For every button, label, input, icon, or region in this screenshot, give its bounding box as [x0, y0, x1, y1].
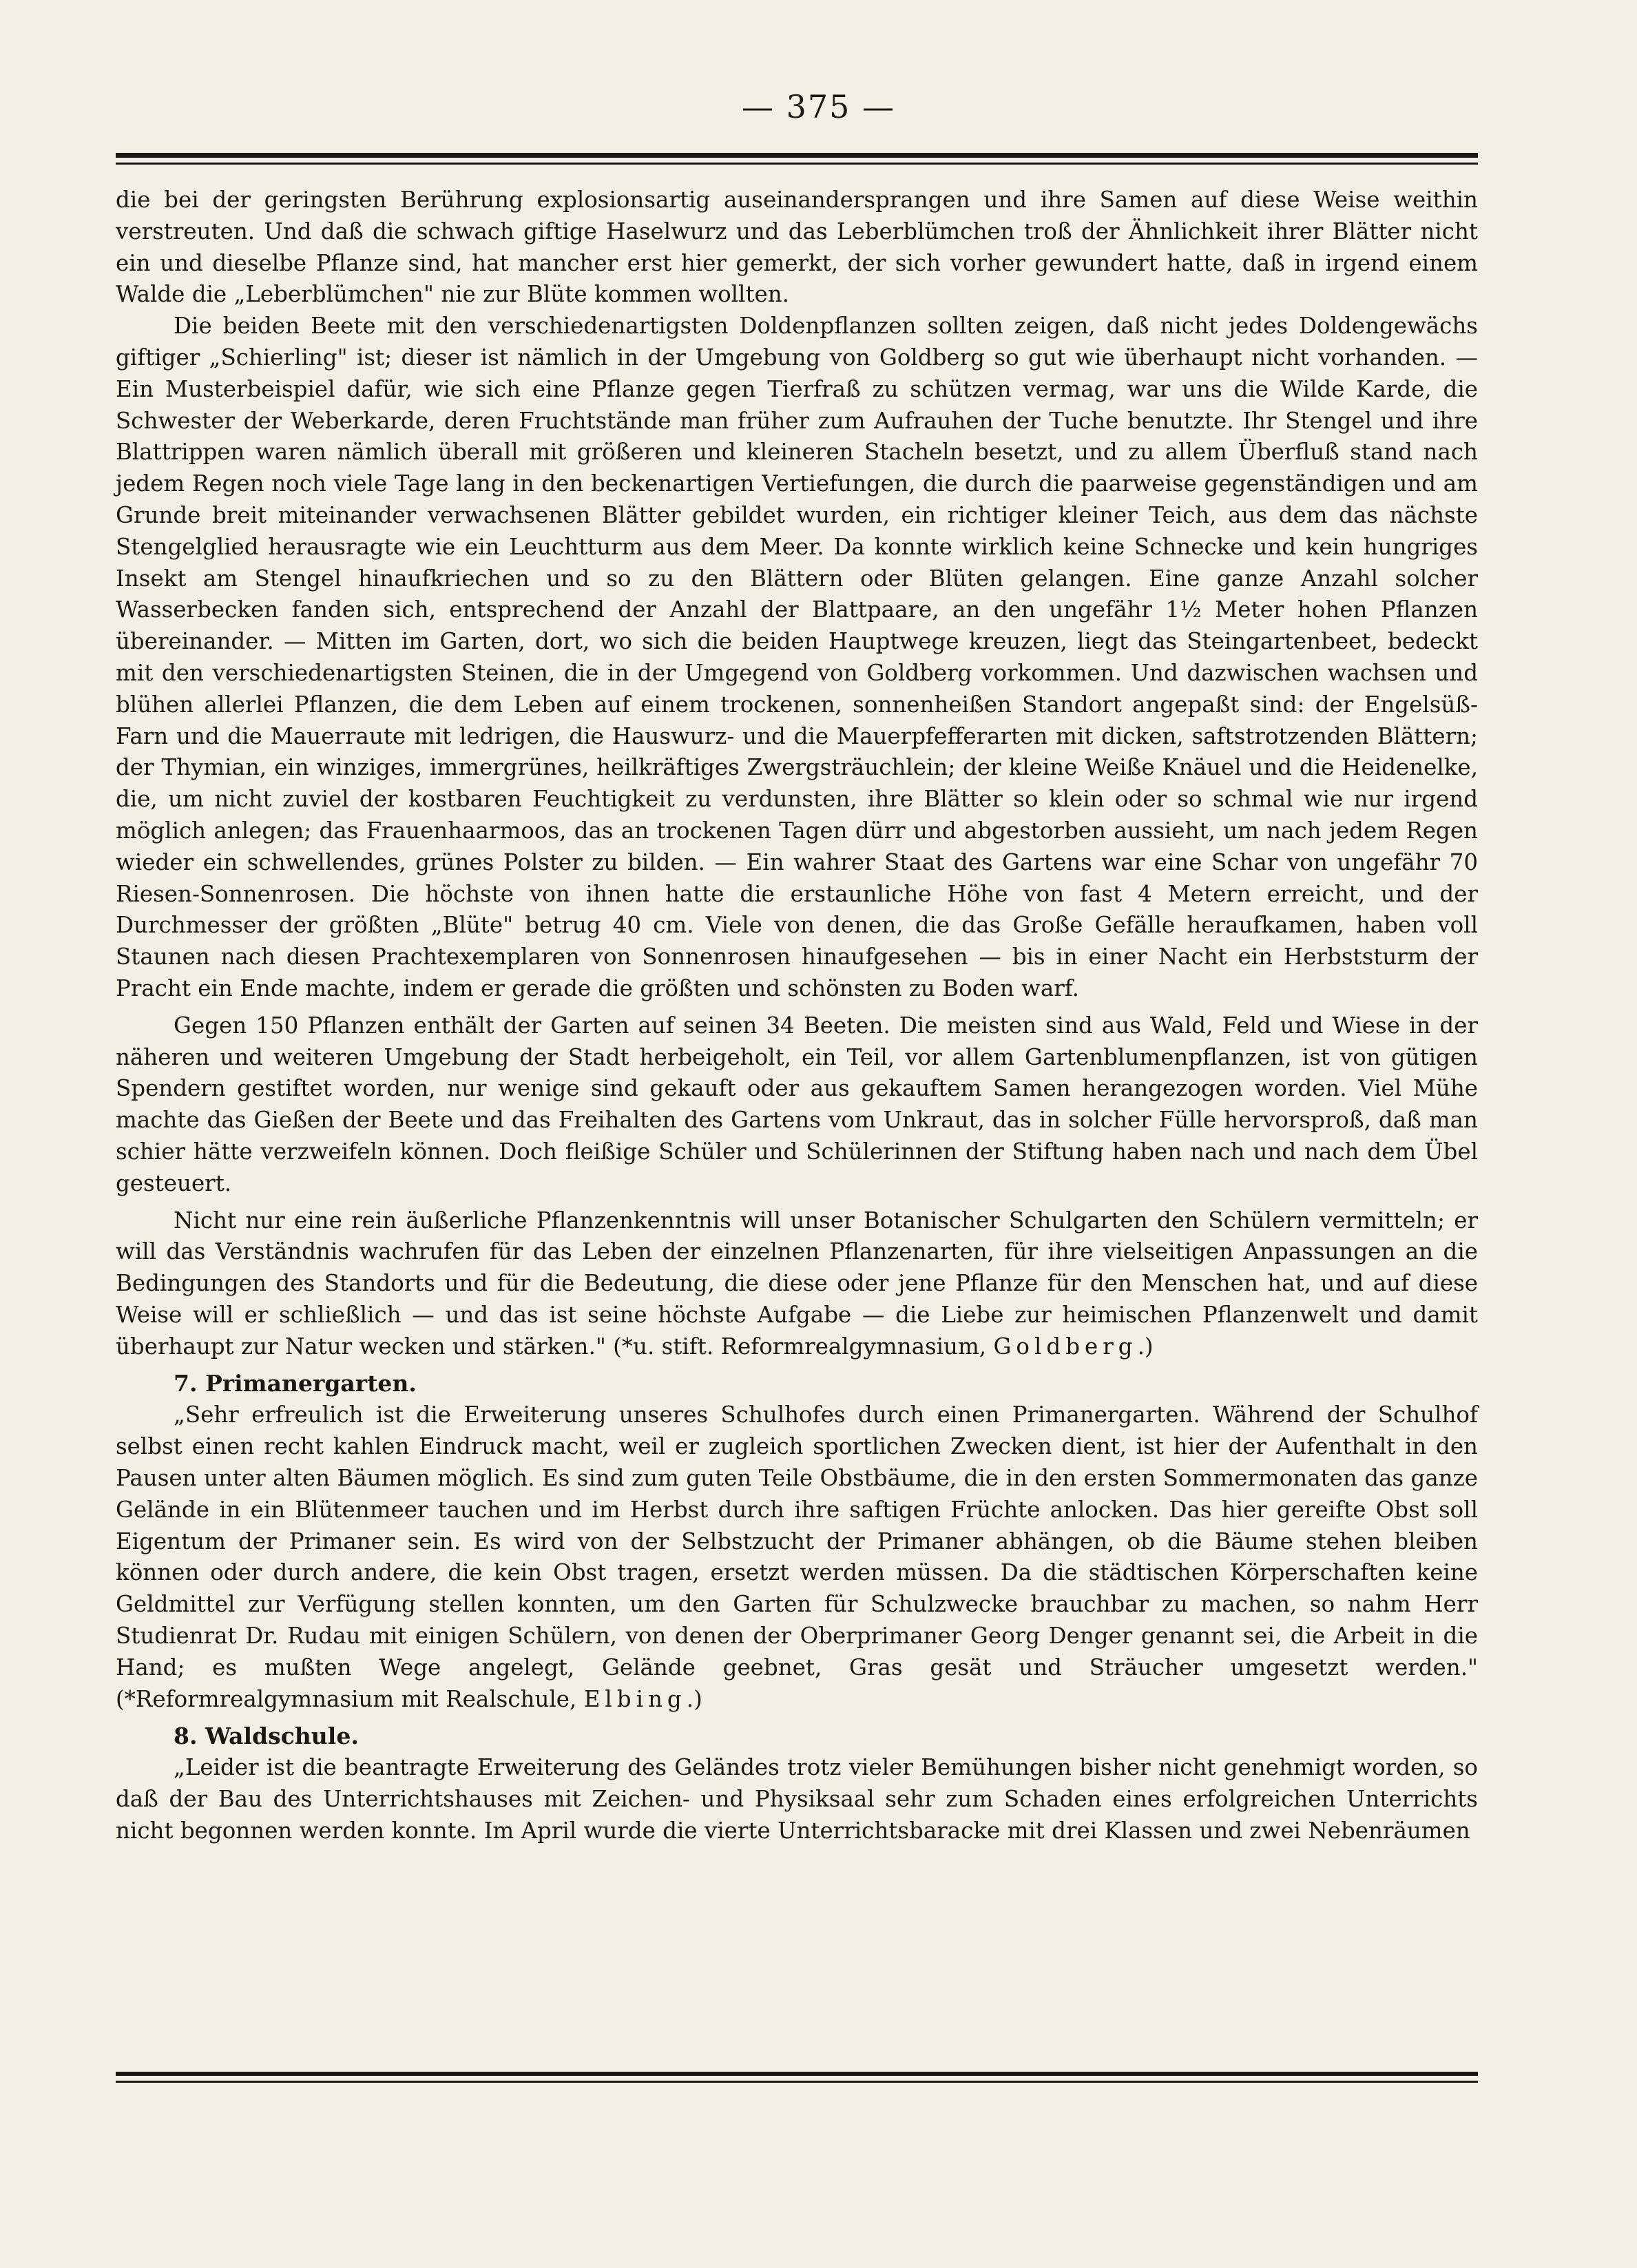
bottom-rule-thin	[116, 2081, 1478, 2083]
paragraph-primaner-text: „Sehr erfreulich ist die Erweiterung unseres Schulhofes durch einen Primanergarten. Während der Schulhof selbst einen recht kahlen Eindruck macht, weil er zugleich sportlichen Zwecken dient, ist hier der Aufenthalt in den Pausen unter alten Bäumen möglich. Es sind zum guten Teile Obstbäume, die in den ersten Sommermonaten das ganze Gelände in ein Blütenmeer tauchen und im Herbst durch ihre saftigen Früchte anlocken. Das hier gereifte Obst soll Eigentum der Primaner sein. Es wird von der Selbstzucht der Primaner abhängen, ob die Bäume stehen bleiben können oder durch andere, die kein Obst tragen, ersetzt werden müssen. Da die städtischen Körperschaften keine Geldmittel zur Verfügung stellen konnten, um den Garten für Schulzwecke brauchbar zu machen, so nahm Herr Studienrat Dr. Rudau mit einigen Schülern, von denen der Oberprimaner Georg Denger genannt sei, die Arbeit in die Hand; es mußten Wege angelegt, Gelände geebnet, Gras gesät und Sträucher umgesetzt werden." (*Reformrealgymnasium mit Realschule,	[116, 1402, 1478, 1712]
section-8-heading: 8. Waldschule.	[174, 1723, 359, 1750]
body-text	[116, 185, 1478, 1847]
paragraph-primanergarten	[116, 1400, 1478, 1715]
paragraph-waldschule: „Leider ist die beantragte Erweiterung des Geländes trotz vieler Bemühungen bisher nicht genehmigt worden, so daß der Bau des Unterrichtshauses mit Zeichen- und Physiksaal sehr zum Schaden eines erfolgreichen Unterrichts nicht begonnen werden konnte. Im April wurde die vierte Unterrichtsbaracke mit drei Klassen und zwei Nebenräumen	[116, 1754, 1478, 1844]
paragraph-botanik-text: Nicht nur eine rein äußerliche Pflanzenkenntnis will unser Botanischer Schulgarten den Schülern vermitteln; er will das Verständnis wachrufen für das Leben der einzelnen Pflanzenarten, für ihre vielseitigen Anpassungen an die Bedingungen des Standorts und für die Bedeutung, die diese oder jene Pflanze für den Menschen hat, und auf diese Weise will er schließlich — und das ist seine höchste Aufgabe — die Liebe zur heimischen Pflanzenwelt und damit überhaupt zur Natur wecken und stärken." (*u. stift. Reformrealgymnasium,	[116, 1207, 1478, 1360]
paragraph-pflanzenzahl: Gegen 150 Pflanzen enthält der Garten auf seinen 34 Beeten. Die meisten sind aus Wald, Feld und Wiese in der näheren und weiteren Umgebung der Stadt herbeigeholt, ein Teil, vor allem Gartenblumenpflanzen, ist von gütigen Spendern gestiftet worden, nur wenige sind gekauft oder aus gekauftem Samen herangezogen worden. Viel Mühe machte das Gießen der Beete und das Freihalten des Gartens vom Unkraut, das in solcher Fülle hervorsproß, daß man schier hätte verzweifeln können. Doch fleißige Schüler und Schülerinnen der Stiftung haben nach und nach dem Übel gesteuert.	[116, 1012, 1478, 1196]
section-7-heading: 7. Primanergarten.	[174, 1370, 417, 1397]
bottom-rule-thick	[116, 2072, 1478, 2076]
paragraph-continuation: die bei der geringsten Berührung explosionsartig auseinandersprangen und ihre Samen auf diese Weise weithin verstreuten. Und daß die schwach giftige Haselwurz und das Leberblümchen troß der Ähnlichkeit ihrer Blätter nicht ein und dieselbe Pflanze sind, hat mancher erst hier gemerkt, der sich vorher gewundert hatte, daß in irgend einem Walde die „Leberblümchen" nie zur Blüte kommen wollten.	[116, 187, 1478, 308]
paragraph-doldenpflanzen: Die beiden Beete mit den verschiedenartigsten Doldenpflanzen sollten zeigen, daß nicht jedes Doldengewächs giftiger „Schierling" ist; dieser ist nämlich in der Umgebung von Goldberg so gut wie überhaupt nicht vorhanden. — Ein Musterbeispiel dafür, wie sich eine Pflanze gegen Tierfraß zu schützen vermag, war uns die Wilde Karde, die Schwester der Weberkarde, deren Fruchtstände man früher zum Aufrauhen der Tuche benutzte. Ihr Stengel und ihre Blattrippen waren nämlich überall mit größeren und kleineren Stacheln besetzt, und zu allem Überfluß stand nach jedem Regen noch viele Tage lang in den beckenartigen Vertiefungen, die durch die paarweise gegenständigen und am Grunde breit miteinander verwachsenen Blätter gebildet wurden, ein richtiger kleiner Teich, aus dem das nächste Stengelglied herausragte wie ein Leuchtturm aus dem Meer. Da konnte wirklich keine Schnecke und kein hungriges Insekt am Stengel hinaufkriechen und so zu den Blättern oder Blüten gelangen. Eine ganze Anzahl solcher Wasserbecken fanden sich, entsprechend der Anzahl der Blattpaare, an den ungefähr 1½ Meter hohen Pflanzen übereinander. — Mitten im Garten, dort, wo sich die beiden Hauptwege kreuzen, liegt das Steingartenbeet, bedeckt mit den verschiedenartigsten Steinen, die in der Umgegend von Goldberg vorkommen. Und dazwischen wachsen und blühen allerlei Pflanzen, die dem Leben auf einem trockenen, sonnenheißen Standort angepaßt sind: der Engelsüß-Farn und die Mauerraute mit ledrigen, die Hauswurz- und die Mauerpfefferarten mit dicken, saftstrotzenden Blättern; der Thymian, ein winziges, immergrünes, heilkräftiges Zwergsträuchlein; der kleine Weiße Knäuel und die Heidenelke, die, um nicht zuviel der kostbaren Feuchtigkeit zu verdunsten, ihre Blätter so klein oder so schmal wie nur irgend möglich anlegen; das Frauenhaarmoos, das an trockenen Tagen dürr und abgestorben aussieht, um nach jedem Regen wieder ein schwellendes, grünes Polster zu bilden. — Ein wahrer Staat des Gartens war eine Schar von ungefähr 70 Riesen-Sonnenrosen. Die höchste von ihnen hatte die erstaunliche Höhe von fast 4 Metern erreicht, und der Durchmesser der größten „Blüte" betrug 40 cm. Viele von denen, die das Große Gefälle heraufkamen, haben voll Staunen nach diesen Prachtexemplaren von Sonnenrosen hinaufgesehen — bis in einer Nacht ein Herbststurm der Pracht ein Ende machte, indem er gerade die größten und schönsten zu Boden warf.	[116, 313, 1478, 1001]
paragraph-botanischer-schulgarten	[116, 1205, 1478, 1363]
source-goldberg: Goldberg	[993, 1333, 1138, 1360]
top-rule-thin	[116, 163, 1478, 165]
source-elbing: Elbing	[583, 1685, 687, 1712]
page-number: — 375 —	[741, 88, 896, 125]
source-elbing-close: .)	[686, 1685, 702, 1712]
source-goldberg-close: .)	[1137, 1333, 1154, 1360]
top-rule-thick	[116, 153, 1478, 158]
